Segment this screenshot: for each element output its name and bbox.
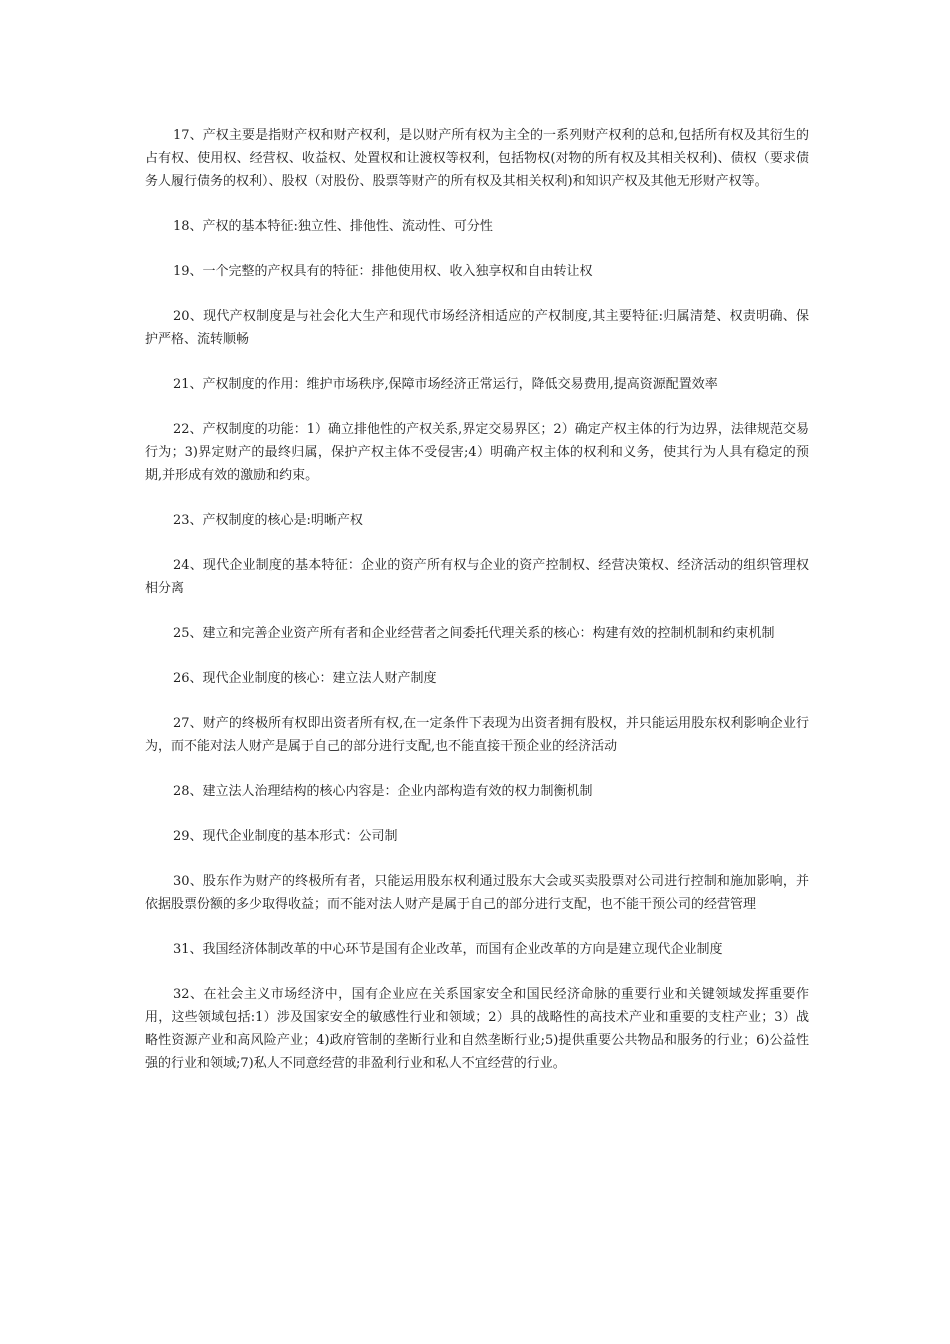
paragraph-31: 31、我国经济体制改革的中心环节是国有企业改革，而国有企业改革的方向是建立现代企业制度 — [173, 942, 723, 957]
paragraph-24: 24、现代企业制度的基本特征：企业的资产所有权与企业的资产控制权、经营决策权、经济活动的组织管理权相分离 — [145, 558, 809, 596]
paragraph-19: 19、一个完整的产权具有的特征：排他使用权、收入独享权和自由转让权 — [173, 264, 593, 279]
paragraph-25: 25、建立和完善企业资产所有者和企业经营者之间委托代理关系的核心：构建有效的控制机制和约束机制 — [173, 626, 775, 641]
paragraph-21: 21、产权制度的作用：维护市场秩序,保障市场经济正常运行，降低交易费用,提高资源配置效率 — [173, 377, 718, 392]
paragraph-30: 30、股东作为财产的终极所有者，只能运用股东权利通过股东大会或买卖股票对公司进行控制和施加影响，并依据股票份额的多少取得收益；而不能对法人财产是属于自己的部分进行支配，也不能干预公司的经营管理 — [145, 874, 809, 912]
paragraph-29: 29、现代企业制度的基本形式：公司制 — [173, 829, 398, 844]
paragraph-23: 23、产权制度的核心是:明晰产权 — [173, 513, 363, 528]
paragraph-20: 20、现代产权制度是与社会化大生产和现代市场经济相适应的产权制度,其主要特征:归属清楚、权责明确、保护严格、流转顺畅 — [145, 309, 809, 347]
paragraph-17: 17、产权主要是指财产权和财产权利，是以财产所有权为主全的一系列财产权利的总和,包括所有权及其衍生的占有权、使用权、经营权、收益权、处置权和让渡权等权利，包括物权(对物的所有权及其相关权利)、债权（要求债务人履行债务的权利）、股权（对股份、股票等财产的所有权及其相关权利)和知识产权及其他无形财产权等。 — [145, 128, 809, 189]
paragraph-32: 32、在社会主义市场经济中，国有企业应在关系国家安全和国民经济命脉的重要行业和关键领域发挥重要作用，这些领域包括:1）涉及国家安全的敏感性行业和领域；2）具的战略性的高技术产业和重要的支柱产业；3）战略性资源产业和高风险产业；4)政府管制的垄断行业和自然垄断行业;5)提供重要公共物品和服务的行业；6)公益性强的行业和领域;7)私人不同意经营的非盈利行业和私人不宜经营的行业。 — [145, 987, 809, 1071]
paragraph-18: 18、产权的基本特征:独立性、排他性、流动性、可分性 — [173, 219, 493, 234]
paragraph-26: 26、现代企业制度的核心：建立法人财产制度 — [173, 671, 437, 686]
paragraph-28: 28、建立法人治理结构的核心内容是：企业内部构造有效的权力制衡机制 — [173, 784, 593, 799]
document-body — [145, 124, 809, 1097]
paragraph-27: 27、财产的终极所有权即出资者所有权,在一定条件下表现为出资者拥有股权，并只能运用股东权利影响企业行为，而不能对法人财产是属于自己的部分进行支配,也不能直接干预企业的经济活动 — [145, 716, 809, 754]
paragraph-22: 22、产权制度的功能：1）确立排他性的产权关系,界定交易界区；2）确定产权主体的行为边界，法律规范交易行为；3)界定财产的最终归属，保护产权主体不受侵害;4）明确产权主体的权利和义务，使其行为人具有稳定的预期,并形成有效的激励和约束。 — [145, 422, 809, 483]
